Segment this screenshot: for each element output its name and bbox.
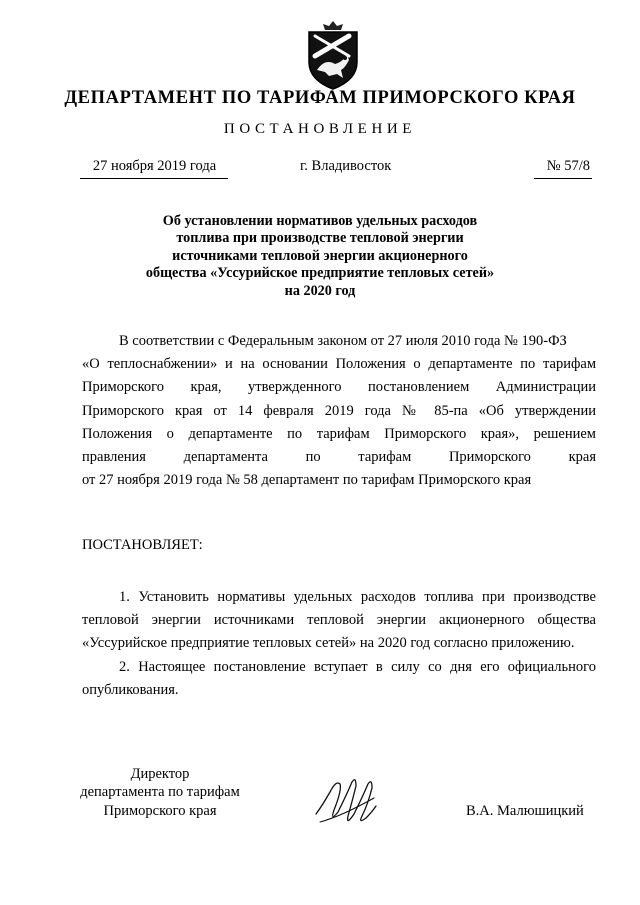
signatory-position <box>60 765 260 820</box>
item-line: тепловой энергии источниками тепловой энергии акционерного общества <box>82 612 596 629</box>
subject-line: Об установлении нормативов удельных расходов <box>162 213 478 229</box>
signatory-name: В.А. Малюшицкий <box>466 803 584 819</box>
position-line: департамента по тарифам <box>80 784 240 801</box>
subject-line: топлива при производстве тепловой энергии <box>176 230 464 247</box>
subject-line: источниками тепловой энергии акционерного <box>172 247 468 264</box>
subject-line: общества «Уссурийское предприятие тепловых сетей» <box>145 265 495 282</box>
item-line: «Уссурийское предприятие тепловых сетей» на 2020 год согласно приложению. <box>82 635 575 652</box>
date-underline <box>80 178 228 179</box>
position-line: Директор <box>130 766 190 782</box>
decree-word <box>82 534 596 557</box>
preamble-line: от 27 ноября 2019 года № 58 департамент по тарифам Приморского края <box>82 472 532 489</box>
preamble-line: Положения о департаменте по тарифам Приморского края», решением <box>82 425 596 442</box>
document-city: г. Владивосток <box>300 158 392 174</box>
preamble-line: Приморского края от 14 февраля 2019 года № 85-па «Об утверждении <box>82 402 596 419</box>
item-line: 1. Установить нормативы удельных расходов топлива при производстве <box>119 589 596 605</box>
subject-line: на 2020 год <box>284 282 356 299</box>
preamble-line: «О теплоснабжении» и на основании Положения о департаменте по тарифам <box>82 356 596 373</box>
item-line: опубликования. <box>82 681 179 698</box>
document-date: 27 ноября 2019 года <box>92 158 217 174</box>
decree-items <box>82 586 596 702</box>
document-subject <box>130 213 510 300</box>
preamble-paragraph <box>82 330 596 492</box>
document-number: № 57/8 <box>546 158 590 174</box>
preamble-line: Приморского края, утвержденного постановлением Администрации <box>82 379 596 396</box>
coat-of-arms-icon <box>301 18 365 92</box>
position-line: Приморского края <box>103 802 217 819</box>
preamble-line: правления департамента по тарифам Приморского края <box>82 448 596 465</box>
decree-line: ПОСТАНОВЛЯЕТ: <box>82 537 203 553</box>
number-underline <box>534 178 592 179</box>
item-line: 2. Настоящее постановление вступает в силу со дня его официального <box>119 658 596 675</box>
department-title: ДЕПАРТАМЕНТ ПО ТАРИФАМ ПРИМОРСКОГО КРАЯ <box>64 88 576 108</box>
preamble-line: В соответствии с Федеральным законом от 27 июля 2010 года № 190-ФЗ <box>119 333 567 349</box>
signature-icon <box>312 770 382 832</box>
document-type: ПОСТАНОВЛЕНИЕ <box>223 121 417 137</box>
